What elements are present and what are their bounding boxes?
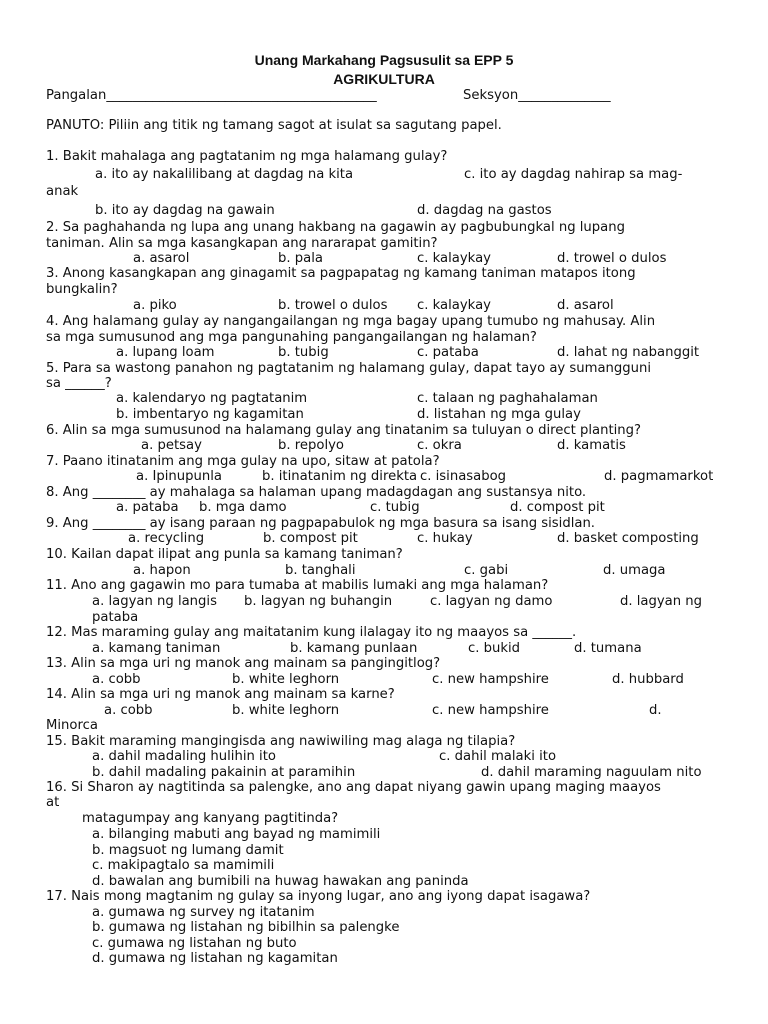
- q10-choice-d: d. umaga: [603, 563, 666, 578]
- question-17: 17. Nais mong magtanim ng gulay sa inyong lugar, ano ang iyong dapat isagawa?: [46, 889, 591, 904]
- question-11: 11. Ano ang gagawin mo para tumaba at mabilis lumaki ang mga halaman?: [46, 578, 549, 593]
- question-15: 15. Bakit maraming mangingisda ang nawiwiling mag alaga ng tilapia?: [46, 734, 516, 749]
- q7-choice-b: b. itinatanim ng direkta: [262, 469, 418, 484]
- q1-choice-b: b. ito ay dagdag na gawain: [95, 203, 275, 218]
- q3-choice-c: c. kalaykay: [417, 298, 491, 313]
- q8-choice-d: d. compost pit: [510, 500, 605, 515]
- question-12: 12. Mas maraming gulay ang maitatanim kung ilalagay ito ng maayos sa ______.: [46, 625, 577, 640]
- q8-choice-c: c. tubig: [370, 500, 420, 515]
- q6-choice-c: c. okra: [417, 438, 462, 453]
- q3-choice-b: b. trowel o dulos: [278, 298, 388, 313]
- q17-choice-a: a. gumawa ng survey ng itatanim: [92, 905, 315, 920]
- q16-choice-b: b. magsuot ng lumang damit: [92, 843, 284, 858]
- q5-choice-b: b. imbentaryo ng kagamitan: [116, 407, 304, 422]
- question-16-cont2: matagumpay ang kanyang pagtitinda?: [82, 811, 339, 826]
- q1-choice-a: a. ito ay nakalilibang at dagdag na kita: [95, 167, 354, 182]
- q17-choice-b: b. gumawa ng listahan ng bibilhin sa palengke: [92, 920, 400, 935]
- q15-choice-a: a. dahil madaling hulihin ito: [92, 749, 276, 764]
- q1-choice-c: c. ito ay dagdag nahirap sa mag-: [464, 167, 683, 182]
- question-7: 7. Paano itinatanim ang mga gulay na upo, sitaw at patola?: [46, 454, 440, 469]
- q17-choice-c: c. gumawa ng listahan ng buto: [92, 936, 297, 951]
- q9-choice-b: b. compost pit: [263, 531, 358, 546]
- q13-choice-c: c. new hampshire: [432, 672, 549, 687]
- q12-choice-c: c. bukid: [468, 641, 521, 656]
- q11-choice-d-cont: pataba: [92, 610, 139, 625]
- question-2: 2. Sa paghahanda ng lupa ang unang hakbang na gagawin ay pagbubungkal ng lupang: [46, 220, 625, 235]
- question-6: 6. Alin sa mga sumusunod na halamang gulay ang tinatanim sa tuluyan o direct planting?: [46, 423, 642, 438]
- question-13: 13. Alin sa mga uri ng manok ang mainam sa pangingitlog?: [46, 656, 441, 671]
- question-4-cont: sa mga sumusunod ang mga pangunahing pangangailangan ng halaman?: [46, 330, 537, 345]
- question-1: 1. Bakit mahalaga ang pagtatanim ng mga halamang gulay?: [46, 149, 448, 164]
- q11-choice-b: b. lagyan ng buhangin: [244, 594, 393, 609]
- q14-choice-d-cont: Minorca: [46, 718, 98, 733]
- section-field-label: Seksyon______________: [463, 88, 611, 103]
- q12-choice-b: b. kamang punlaan: [290, 641, 418, 656]
- exam-title: Unang Markahang Pagsusulit sa EPP 5: [254, 52, 514, 68]
- q1-choice-d: d. dagdag na gastos: [417, 203, 552, 218]
- q10-choice-c: c. gabi: [464, 563, 509, 578]
- question-8: 8. Ang ________ ay mahalaga sa halaman upang madagdagan ang sustansya nito.: [46, 485, 587, 500]
- name-field-label: Pangalan_________________________________________: [46, 88, 377, 103]
- q5-choice-d: d. listahan ng mga gulay: [417, 407, 581, 422]
- instructions: PANUTO: Piliin ang titik ng tamang sagot at isulat sa sagutang papel.: [46, 118, 502, 133]
- question-3-cont: bungkalin?: [46, 282, 118, 297]
- q10-choice-a: a. hapon: [133, 563, 191, 578]
- q9-choice-c: c. hukay: [417, 531, 473, 546]
- q17-choice-d: d. gumawa ng listahan ng kagamitan: [92, 951, 338, 966]
- q14-choice-d: d.: [649, 703, 662, 718]
- q13-choice-d: d. hubbard: [612, 672, 684, 687]
- q12-choice-d: d. tumana: [574, 641, 642, 656]
- q7-choice-c: c. isinasabog: [420, 469, 507, 484]
- q4-choice-d: d. lahat ng nabanggit: [557, 345, 700, 360]
- question-16-cont: at: [46, 795, 60, 810]
- question-9: 9. Ang ________ ay isang paraan ng pagpapabulok ng mga basura sa isang sisidlan.: [46, 516, 596, 531]
- q7-choice-a: a. Ipinupunla: [136, 469, 222, 484]
- q15-choice-d: d. dahil maraming naguulam nito: [481, 765, 702, 780]
- q15-choice-b: b. dahil madaling pakainin at paramihin: [92, 765, 356, 780]
- question-14: 14. Alin sa mga uri ng manok ang mainam sa karne?: [46, 687, 395, 702]
- q13-choice-a: a. cobb: [92, 672, 141, 687]
- q11-choice-c: c. lagyan ng damo: [430, 594, 553, 609]
- q14-choice-c: c. new hampshire: [432, 703, 549, 718]
- q11-choice-d: d. lagyan ng: [620, 594, 703, 609]
- q4-choice-c: c. pataba: [417, 345, 479, 360]
- q12-choice-a: a. kamang taniman: [92, 641, 221, 656]
- q16-choice-a: a. bilanging mabuti ang bayad ng mamimili: [92, 827, 381, 842]
- question-4: 4. Ang halamang gulay ay nangangailangan ng mga bagay upang tumubo ng mahusay. Alin: [46, 314, 656, 329]
- q2-choice-d: d. trowel o dulos: [557, 251, 667, 266]
- q4-choice-b: b. tubig: [278, 345, 329, 360]
- q11-choice-a: a. lagyan ng langis: [92, 594, 217, 609]
- question-16: 16. Si Sharon ay nagtitinda sa palengke, ano ang dapat niyang gawin upang maging maayos: [46, 780, 661, 795]
- q6-choice-d: d. kamatis: [557, 438, 626, 453]
- q8-choice-b: b. mga damo: [199, 500, 287, 515]
- q4-choice-a: a. lupang loam: [116, 345, 215, 360]
- q9-choice-a: a. recycling: [128, 531, 205, 546]
- q2-choice-a: a. asarol: [133, 251, 190, 266]
- q6-choice-b: b. repolyo: [278, 438, 344, 453]
- q15-choice-c: c. dahil malaki ito: [439, 749, 557, 764]
- q8-choice-a: a. pataba: [116, 500, 179, 515]
- q5-choice-c: c. talaan ng paghahalaman: [417, 391, 598, 406]
- question-5-cont: sa ______?: [46, 376, 112, 391]
- q6-choice-a: a. petsay: [141, 438, 202, 453]
- q13-choice-b: b. white leghorn: [232, 672, 340, 687]
- q16-choice-d: d. bawalan ang bumibili na huwag hawakan ang paninda: [92, 874, 469, 889]
- question-2-cont: taniman. Alin sa mga kasangkapan ang nararapat gamitin?: [46, 236, 438, 251]
- q9-choice-d: d. basket composting: [557, 531, 699, 546]
- q3-choice-d: d. asarol: [557, 298, 614, 313]
- q7-choice-d: d. pagmamarkot: [604, 469, 714, 484]
- q14-choice-a: a. cobb: [104, 703, 153, 718]
- q14-choice-b: b. white leghorn: [232, 703, 340, 718]
- q2-choice-b: b. pala: [278, 251, 323, 266]
- q5-choice-a: a. kalendaryo ng pagtatanim: [116, 391, 308, 406]
- q10-choice-b: b. tanghali: [285, 563, 356, 578]
- question-3: 3. Anong kasangkapan ang ginagamit sa pagpapatag ng kamang taniman matapos itong: [46, 266, 636, 281]
- question-5: 5. Para sa wastong panahon ng pagtatanim ng halamang gulay, dapat tayo ay sumangguni: [46, 361, 652, 376]
- exam-subtitle: AGRIKULTURA: [333, 71, 435, 87]
- q16-choice-c: c. makipagtalo sa mamimili: [92, 858, 275, 873]
- q3-choice-a: a. piko: [133, 298, 177, 313]
- q1-choice-c-cont: anak: [46, 184, 79, 199]
- question-10: 10. Kailan dapat ilipat ang punla sa kamang taniman?: [46, 547, 403, 562]
- q2-choice-c: c. kalaykay: [417, 251, 491, 266]
